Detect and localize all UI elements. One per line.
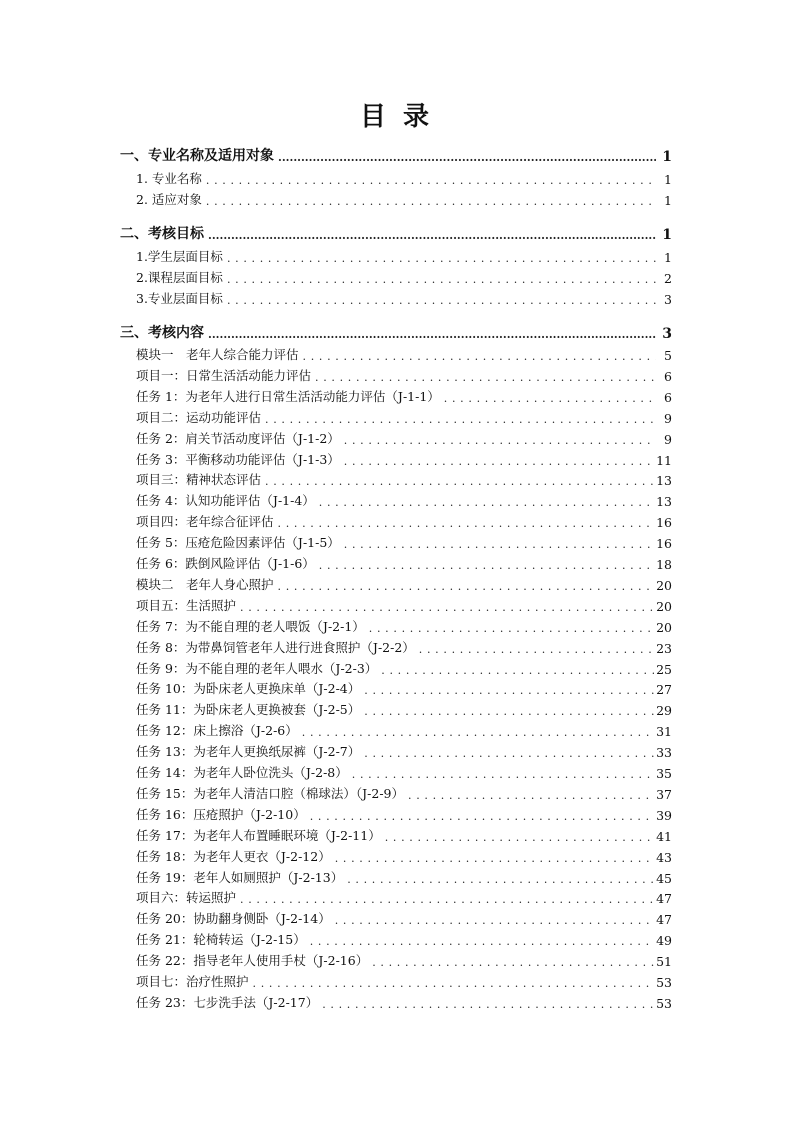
toc-entry-page: 25 [656, 661, 672, 677]
toc-entry-page: 29 [656, 703, 672, 719]
page-title: 目 录 [359, 102, 434, 132]
toc-entry-title: 任务 1：为老年人进行日常生活活动能力评估（J-1-1） [136, 388, 440, 404]
toc-entry[interactable] [120, 677, 672, 697]
toc-leader-dots [227, 248, 656, 262]
toc-entry-page: 2 [664, 271, 672, 286]
toc-leader-dots [206, 191, 656, 205]
toc-entry-page: 1 [664, 250, 672, 265]
toc-entry-title: 任务 8：为带鼻饲管老年人进行进食照护（J-2-2） [136, 639, 415, 655]
toc-entry-title: 任务 6：跌倒风险评估（J-1-6） [136, 556, 315, 571]
toc-entry[interactable] [120, 615, 672, 635]
toc-leader-dots [265, 409, 656, 423]
toc-leader-dots [444, 388, 656, 402]
toc-entry[interactable] [120, 489, 672, 509]
toc-entry-title: 任务 19：老年人如厕照护（J-2-13） [136, 869, 344, 885]
toc-entry-title: 1. 专业名称 [136, 171, 202, 186]
toc-entry[interactable] [120, 223, 672, 243]
toc-entry-title: 模块二 老年人身心照护 [136, 576, 274, 592]
toc-entry[interactable] [120, 970, 672, 990]
toc-entry[interactable] [120, 636, 672, 656]
toc-leader-dots [372, 952, 654, 966]
toc-entry-title: 任务 3：平衡移动功能评估（J-1-3） [136, 451, 340, 467]
toc-entry[interactable] [120, 594, 672, 614]
toc-entry-title: 项目四：老年综合征评估 [136, 514, 274, 530]
toc-leader-dots [419, 639, 654, 653]
toc-entry[interactable] [120, 573, 672, 593]
toc-entry[interactable] [120, 448, 672, 468]
toc-entry-page: 23 [656, 640, 672, 656]
toc-entry[interactable] [120, 245, 672, 265]
toc-leader-dots [253, 973, 655, 987]
toc-entry-page: 53 [656, 995, 672, 1011]
toc-entry[interactable] [120, 322, 672, 342]
toc-entry-page: 43 [656, 849, 672, 865]
toc-entry[interactable] [120, 657, 672, 677]
toc-leader-dots [208, 226, 656, 240]
toc-entry-page: 41 [656, 828, 672, 844]
toc-entry-page: 49 [656, 933, 672, 949]
toc-entry[interactable] [120, 803, 672, 823]
toc-leader-dots [240, 597, 654, 611]
toc-entry-title: 项目五：生活照护 [136, 597, 237, 613]
toc-entry[interactable] [120, 886, 672, 906]
toc-leader-dots [344, 451, 654, 465]
toc-entry-title: 任务 9：为不能自理的老年人喂水（J-2-3） [136, 660, 378, 676]
toc-entry[interactable] [120, 266, 672, 286]
toc-entry-page: 1 [662, 227, 672, 243]
toc-entry-title: 二、考核目标 [120, 226, 204, 242]
toc-entry-page: 3 [662, 326, 672, 342]
toc-entry-title: 任务 7：为不能自理的老人喂饭（J-2-1） [136, 618, 365, 634]
toc-entry-title: 任务 11：为卧床老人更换被套（J-2-5） [136, 702, 361, 718]
toc-entry-page: 13 [656, 494, 672, 510]
toc-entry-page: 6 [664, 389, 672, 405]
toc-leader-dots [385, 827, 654, 841]
toc-entry-page: 33 [656, 745, 672, 761]
toc-entry-title: 任务 12：床上擦浴（J-2-6） [136, 723, 298, 739]
toc-entry[interactable] [120, 866, 672, 886]
toc-entry[interactable] [120, 364, 672, 384]
toc-leader-dots [206, 170, 656, 184]
toc-entry-title: 一、专业名称及适用对象 [120, 148, 274, 164]
toc-leader-dots [278, 513, 655, 527]
toc-entry-page: 1 [662, 149, 672, 165]
toc-entry[interactable] [120, 427, 672, 447]
toc-entry-page: 47 [656, 891, 672, 907]
toc-entry-page: 37 [656, 786, 672, 802]
toc-leader-dots [278, 148, 656, 162]
toc-leader-dots [240, 889, 654, 903]
toc-entry[interactable] [120, 719, 672, 739]
toc-entry-page: 13 [656, 473, 672, 489]
toc-entry-page: 11 [656, 452, 672, 468]
toc-entry-page: 16 [656, 536, 672, 552]
toc-entry-page: 1 [664, 193, 672, 208]
toc-entry[interactable] [120, 928, 672, 948]
toc-entry-page: 9 [664, 431, 672, 447]
toc-entry-title: 任务 20：协助翻身侧卧（J-2-14） [136, 911, 331, 927]
toc-leader-dots [408, 785, 654, 799]
toc-entry[interactable] [120, 552, 672, 572]
toc-entry-title: 任务 15：为老年人清洁口腔（棉球法）（J-2-9） [136, 785, 404, 801]
toc-leader-dots [302, 722, 654, 736]
toc-entry-page: 20 [656, 598, 672, 614]
toc-leader-dots [208, 325, 656, 339]
toc-entry-title: 任务 10：为卧床老人更换床单（J-2-4） [136, 681, 361, 697]
toc-entry-page: 31 [656, 724, 672, 740]
toc-entry-title: 2.课程层面目标 [136, 270, 223, 285]
toc-entry[interactable] [120, 740, 672, 760]
toc-entry-page: 18 [656, 557, 672, 572]
toc-leader-dots [344, 534, 654, 548]
toc-entry[interactable] [120, 510, 672, 530]
toc-entry-page: 45 [656, 870, 672, 886]
toc-entry-title: 项目三：精神状态评估 [136, 472, 262, 488]
toc-entry-page: 35 [656, 766, 672, 781]
toc-leader-dots [319, 492, 654, 506]
toc-entry-title: 1.学生层面目标 [136, 249, 223, 264]
toc-entry[interactable] [120, 761, 672, 781]
toc-leader-dots [347, 869, 654, 883]
toc-leader-dots [319, 555, 654, 569]
toc-entry-title: 三、考核内容 [120, 325, 204, 341]
toc-leader-dots [352, 764, 654, 778]
toc-leader-dots [364, 743, 654, 757]
toc-leader-dots [303, 346, 656, 360]
toc-leader-dots [381, 660, 654, 674]
toc-entry-title: 任务 23：七步洗手法（J-2-17） [136, 994, 319, 1010]
toc-leader-dots [278, 576, 655, 590]
toc-entry-page: 1 [664, 172, 672, 187]
toc-entry-title: 模块一 老年人综合能力评估 [136, 347, 299, 362]
toc-entry-page: 47 [656, 912, 672, 928]
toc-leader-dots [315, 367, 656, 381]
toc-entry-title: 项目六：转运照护 [136, 890, 237, 906]
toc-leader-dots [310, 806, 654, 820]
toc-entry-title: 项目七：治疗性照护 [136, 974, 249, 989]
toc-entry[interactable] [120, 188, 672, 208]
toc-leader-dots [369, 618, 654, 632]
toc-leader-dots [335, 848, 654, 862]
toc-entry-page: 39 [656, 807, 672, 823]
toc-entry-page: 9 [664, 410, 672, 426]
toc-entry-title: 项目一：日常生活活动能力评估 [136, 367, 312, 383]
toc-entry-title: 项目二：运动功能评估 [136, 409, 262, 425]
toc-leader-dots [364, 680, 654, 694]
toc-entry[interactable] [120, 845, 672, 865]
toc-leader-dots [322, 994, 654, 1008]
toc-entry-page: 3 [664, 292, 672, 307]
toc-entry-title: 任务 16：压疮照护（J-2-10） [136, 806, 306, 822]
toc-entry-page: 20 [656, 577, 672, 593]
toc-entry-page: 16 [656, 515, 672, 531]
toc-entry-title: 任务 14：为老年人卧位洗头（J-2-8） [136, 765, 348, 780]
toc-leader-dots [227, 269, 656, 283]
toc-entry[interactable] [120, 145, 672, 165]
toc-entry[interactable] [120, 782, 672, 802]
toc-entry[interactable] [120, 991, 672, 1011]
toc-entry-page: 20 [656, 619, 672, 635]
toc-entry[interactable] [120, 907, 672, 927]
toc-entry-title: 任务 2：肩关节活动度评估（J-1-2） [136, 430, 340, 446]
toc-entry-title: 任务 17：为老年人布置睡眠环境（J-2-11） [136, 827, 381, 843]
toc-entry[interactable] [120, 468, 672, 488]
toc-entry[interactable] [120, 949, 672, 969]
toc-entry-page: 5 [664, 348, 672, 363]
toc-leader-dots [335, 910, 654, 924]
toc-entry-title: 任务 21：轮椅转运（J-2-15） [136, 932, 306, 948]
toc-entry[interactable] [120, 287, 672, 307]
toc-leader-dots [310, 931, 654, 945]
toc-leader-dots [364, 701, 654, 715]
toc-entry[interactable] [120, 167, 672, 187]
toc-entry-page: 6 [664, 368, 672, 384]
toc-entry-title: 任务 18：为老年人更衣（J-2-12） [136, 848, 331, 864]
toc-entry[interactable] [120, 406, 672, 426]
toc-entry-page: 51 [656, 954, 672, 970]
toc-entry[interactable] [120, 385, 672, 405]
toc-entry[interactable] [120, 824, 672, 844]
toc-entry-title: 任务 22：指导老年人使用手杖（J-2-16） [136, 953, 369, 969]
toc-entry-page: 27 [656, 682, 672, 698]
toc-entry[interactable] [120, 343, 672, 363]
toc-entry-title: 2. 适应对象 [136, 192, 202, 207]
toc-leader-dots [344, 430, 656, 444]
toc-entry-page: 53 [656, 975, 672, 990]
toc-leader-dots [227, 290, 656, 304]
toc-entry-title: 任务 5：压疮危险因素评估（J-1-5） [136, 535, 340, 551]
toc-entry-title: 3.专业层面目标 [136, 291, 223, 306]
toc-entry-title: 任务 4：认知功能评估（J-1-4） [136, 493, 315, 509]
toc-entry[interactable] [120, 698, 672, 718]
toc-entry-title: 任务 13：为老年人更换纸尿裤（J-2-7） [136, 744, 361, 760]
toc-leader-dots [265, 471, 654, 485]
toc-entry[interactable] [120, 531, 672, 551]
